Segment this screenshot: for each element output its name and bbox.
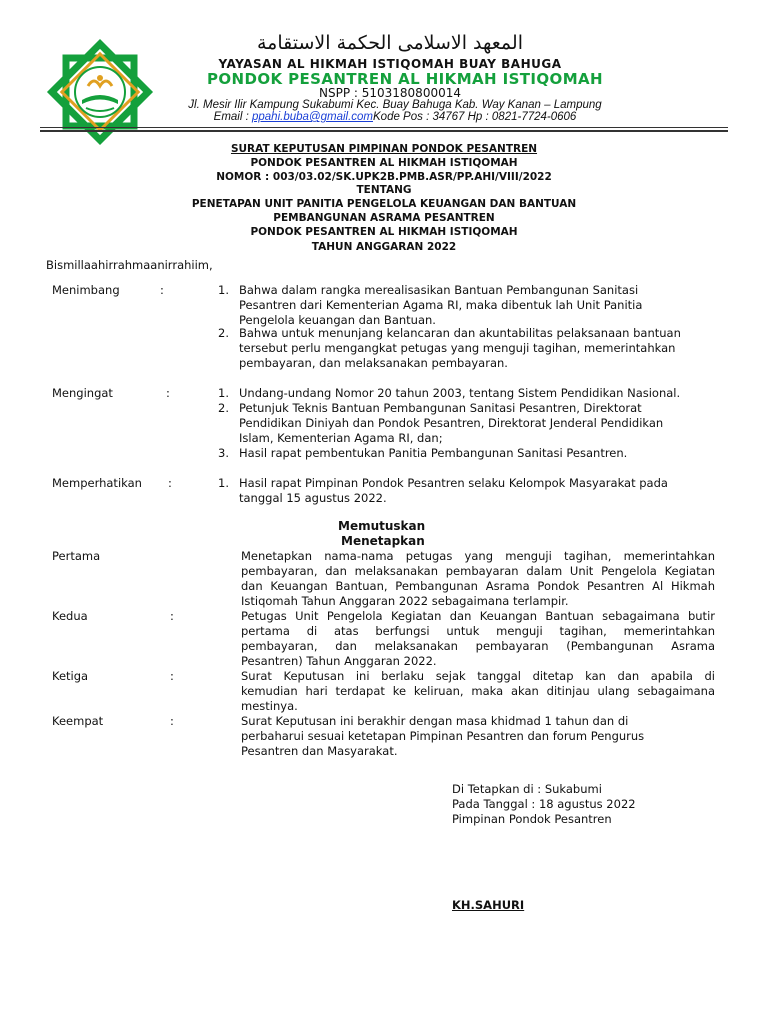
menimbang-item-2 [239,326,709,371]
menimbang-item-1 [239,283,709,328]
menimbang-num-1: 1. [218,283,229,297]
text-line: tanggal 15 agustus 2022. [239,491,387,505]
email-label: Email : [213,111,252,123]
text-line: Petugas Unit Pengelola Kegiatan dan Keuangan Bantuan sebagaimana butir [241,609,715,623]
title-line-2: PONDOK PESANTREN AL HIKMAH ISTIQOMAH [250,157,518,169]
signature-position: Pimpinan Pondok Pesantren [452,812,612,826]
memperhatikan-item-1 [239,476,709,506]
text-line: pertama di atas berfungsi untuk menguji tagihan, memerintahkan [241,624,715,638]
text-line: Bahwa untuk menunjang kelancaran dan akuntabilitas pelaksanaan bantuan [239,326,681,340]
mengingat-item-1 [239,386,709,401]
text-line: Surat Keputusan ini berakhir dengan masa khidmad 1 tahun dan di [241,714,629,728]
mengingat-num-3: 3. [218,446,229,460]
ketiga-colon: : [170,669,174,683]
signatory-name: KH.SAHURI [452,898,525,912]
contact-line [160,111,630,123]
ketiga-text [241,669,715,714]
kedua-label: Kedua [52,609,88,623]
keempat-colon: : [170,714,174,728]
text-line: Pesantren dan Masyarakat. [241,744,398,758]
pondok-name: PONDOK PESANTREN AL HIKMAH ISTIQOMAH [206,70,603,88]
opening-basmalah: Bismillaahirrahmaanirrahiim, [46,258,213,272]
text-line: pembayaran, dan melaksanakan pembayaran (Pembangunan Asrama [241,639,715,653]
mengingat-label: Mengingat [52,386,113,400]
address-line: Jl. Mesir Ilir Kampung Sukabumi Kec. Buay Bahuga Kab. Way Kanan – Lampung [188,99,602,111]
keempat-text [241,714,711,759]
menimbang-num-2: 2. [218,326,229,340]
header-divider-thick [40,130,728,132]
signature-block [452,782,636,827]
memutuskan-heading: Memutuskan [338,519,426,533]
text-line: Hasil rapat pembentukan Panitia Pembangunan Sanitasi Pesantren. [239,446,628,460]
text-line: Istiqomah Tahun Anggaran 2022 sebagaimana terlampir. [241,594,569,608]
email-link[interactable]: ppahi.buba@gmail.com [252,111,373,123]
text-line: Surat Keputusan ini berlaku sejak tanggal ditetap kan dan apabila di [241,669,715,683]
text-line: Pengelola keuangan dan Bantuan. [239,313,436,327]
mengingat-num-2: 2. [218,401,229,415]
text-line: Menetapkan nama-nama petugas yang menguji tagihan, memerintahkan [241,549,715,563]
text-line: pembayaran, dan melaksanakan pembayaran dalam Unit Pengelola Kegiatan [241,564,715,578]
text-line: Petunjuk Teknis Bantuan Pembangunan Sanitasi Pesantren, Direktorat [239,401,642,415]
mengingat-item-2 [239,401,709,446]
title-line-6: PEMBANGUNAN ASRAMA PESANTREN [273,212,495,224]
text-line: Pesantren dari Kementerian Agama RI, maka dibentuk lah Unit Panitia [239,298,643,312]
title-line-3: NOMOR : 003/03.02/SK.UPK2B.PMB.ASR/PP.AHI/VIII/2022 [216,171,552,183]
text-line: pembayaran, dan melaksanakan pembayaran. [239,356,508,370]
kedua-colon: : [170,609,174,623]
text-line: Pendidikan Diniyah dan Pondok Pesantren, Direktorat Jenderal Pendidikan [239,416,664,430]
pertama-text [241,549,715,609]
mengingat-num-1: 1. [218,386,229,400]
title-line-4: TENTANG [356,184,412,196]
kedua-text [241,609,715,669]
title-line-8: TAHUN ANGGARAN 2022 [311,241,457,253]
menimbang-colon: : [160,283,164,297]
header-divider [40,127,728,128]
keempat-label: Keempat [52,714,104,728]
signature-place: Di Tetapkan di : Sukabumi [452,782,602,796]
mengingat-item-3 [239,446,709,461]
menetapkan-heading: Menetapkan [341,534,425,548]
text-line: mestinya. [241,699,298,713]
text-line: Islam, Kementerian Agama RI, dan; [239,431,443,445]
memperhatikan-colon: : [168,476,172,490]
pertama-label: Pertama [52,549,101,563]
memperhatikan-num-1: 1. [218,476,229,490]
mengingat-colon: : [166,386,170,400]
text-line: Pesantren) Tahun Anggaran 2022. [241,654,437,668]
text-line: kemudian hari terdapat ke keliruan, maka akan ditinjau ulang sebagaimana [241,684,715,698]
title-line-5: PENETAPAN UNIT PANITIA PENGELOLA KEUANGAN DAN BANTUAN [191,198,577,210]
pesantren-logo [42,34,158,150]
text-line: Hasil rapat Pimpinan Pondok Pesantren selaku Kelompok Masyarakat pada [239,476,668,490]
text-line: Bahwa dalam rangka merealisasikan Bantuan Pembangunan Sanitasi [239,283,639,297]
nspp-number: NSPP : 5103180800014 [319,86,461,100]
contact-rest: Kode Pos : 34767 Hp : 0821-7724-0606 [373,111,577,123]
text-line: Undang-undang Nomor 20 tahun 2003, tentang Sistem Pendidikan Nasional. [239,386,681,400]
title-line-1: SURAT KEPUTUSAN PIMPINAN PONDOK PESANTREN [230,143,538,155]
arabic-title: المعهد الاسلامى الحكمة الاستقامة [257,32,523,54]
signature-date: Pada Tanggal : 18 agustus 2022 [452,797,636,811]
text-line: perbaharui sesuai ketetapan Pimpinan Pesantren dan forum Pengurus [241,729,645,743]
text-line: tersebut perlu mengangkat petugas yang menguji tagihan, memerintahkan [239,341,676,355]
memperhatikan-label: Memperhatikan [52,476,142,490]
title-line-7: PONDOK PESANTREN AL HIKMAH ISTIQOMAH [250,226,518,238]
ketiga-label: Ketiga [52,669,89,683]
text-line: dan Keuangan Bantuan, Pembangunan Asrama Pondok Pesantren Al Hikmah [241,579,715,593]
yayasan-name: YAYASAN AL HIKMAH ISTIQOMAH BUAY BAHUGA [218,57,562,71]
menimbang-label: Menimbang [52,283,120,297]
